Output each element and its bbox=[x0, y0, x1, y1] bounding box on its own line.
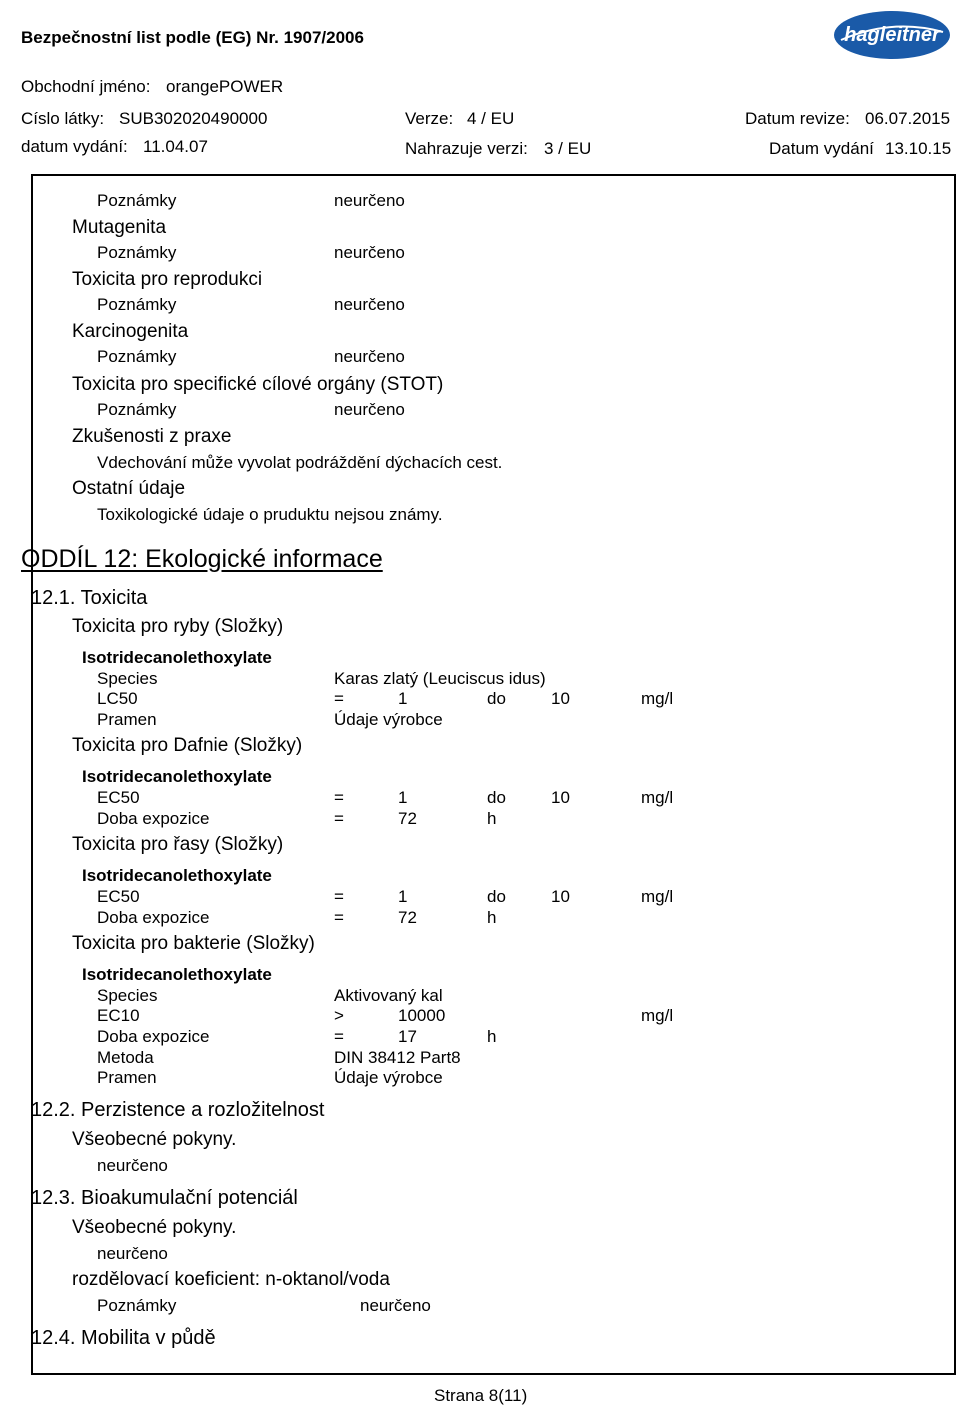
value-low: 1 bbox=[398, 689, 408, 708]
trade-name-label: Obchodní jméno: bbox=[21, 77, 151, 96]
note-value: neurčeno bbox=[334, 400, 405, 419]
note-value: neurčeno bbox=[334, 347, 405, 366]
species-value: Karas zlatý (Leuciscus idus) bbox=[334, 669, 546, 688]
note-label: Poznámky bbox=[97, 243, 177, 262]
subsection-12-3: 12.3. Bioakumulační potenciál bbox=[31, 1187, 298, 1209]
general-notes-value: neurčeno bbox=[97, 1244, 168, 1263]
other-text: Toxikologické údaje o pruduktu nejsou známy. bbox=[97, 505, 443, 524]
note-value: neurčeno bbox=[334, 191, 405, 210]
version-label: Verze: bbox=[405, 109, 454, 128]
document-title: Bezpečnostní list podle (EG) Nr. 1907/2006 bbox=[21, 28, 364, 47]
lc50-label: LC50 bbox=[97, 689, 138, 708]
operator: = bbox=[334, 689, 344, 708]
note-label: Poznámky bbox=[97, 347, 177, 366]
operator: = bbox=[334, 788, 344, 807]
note-label: Poznámky bbox=[97, 295, 177, 314]
ec50-label: EC50 bbox=[97, 887, 140, 906]
species-label: Species bbox=[97, 986, 158, 1005]
species-label: Species bbox=[97, 669, 158, 688]
subsection-12-2: 12.2. Perzistence a rozložitelnost bbox=[31, 1099, 325, 1121]
exposure-unit: h bbox=[487, 908, 497, 927]
exposure-label: Doba expozice bbox=[97, 908, 210, 927]
value-high: 10 bbox=[551, 689, 570, 708]
replaces-label: Nahrazuje verzi: bbox=[405, 139, 528, 158]
note-value: neurčeno bbox=[360, 1296, 431, 1315]
logo-text: hagleitner bbox=[844, 24, 940, 46]
value-low: 1 bbox=[398, 788, 408, 807]
heading-carcinogenicity: Karcinogenita bbox=[72, 321, 189, 342]
note-value: neurčeno bbox=[334, 295, 405, 314]
range-word: do bbox=[487, 689, 506, 708]
issue-date2-label: Datum vydání bbox=[769, 139, 874, 158]
version: 4 / EU bbox=[467, 109, 515, 128]
range-word: do bbox=[487, 788, 506, 807]
bacteria-toxicity-title: Toxicita pro bakterie (Složky) bbox=[72, 933, 315, 954]
issue-date-label: datum vydání: bbox=[21, 137, 128, 156]
algae-toxicity-title: Toxicita pro řasy (Složky) bbox=[72, 834, 284, 855]
subsection-12-1: 12.1. Toxicita bbox=[31, 587, 148, 609]
note-value: neurčeno bbox=[334, 243, 405, 262]
operator: > bbox=[334, 1006, 344, 1025]
heading-reproduction: Toxicita pro reprodukci bbox=[72, 269, 263, 290]
substance-no: SUB302020490000 bbox=[119, 109, 268, 128]
note-label: Poznámky bbox=[97, 1296, 177, 1315]
operator: = bbox=[334, 887, 344, 906]
unit: mg/l bbox=[641, 1006, 674, 1025]
unit: mg/l bbox=[641, 887, 674, 906]
range-word: do bbox=[487, 887, 506, 906]
heading-experience: Zkušenosti z praxe bbox=[72, 426, 232, 447]
experience-text: Vdechování může vyvolat podráždění dýchacích cest. bbox=[97, 453, 503, 472]
general-notes-value: neurčeno bbox=[97, 1156, 168, 1175]
note-label: Poznámky bbox=[97, 400, 177, 419]
exposure-value: 72 bbox=[398, 908, 417, 927]
issue-date2: 13.10.15 bbox=[885, 139, 952, 158]
operator: = bbox=[334, 1027, 344, 1046]
method-value: DIN 38412 Part8 bbox=[334, 1048, 461, 1067]
heading-stot: Toxicita pro specifické cílové orgány (STOT) bbox=[72, 374, 444, 395]
section-title: ODDÍL 12: Ekologické informace bbox=[21, 545, 383, 573]
source-value: Údaje výrobce bbox=[334, 710, 443, 729]
note-label: Poznámky bbox=[97, 191, 177, 210]
revision-date: 06.07.2015 bbox=[865, 109, 951, 128]
operator: = bbox=[334, 908, 344, 927]
exposure-unit: h bbox=[487, 809, 497, 828]
exposure-label: Doba expozice bbox=[97, 1027, 210, 1046]
value-high: 10 bbox=[551, 887, 570, 906]
general-notes-heading: Všeobecné pokyny. bbox=[72, 1217, 237, 1238]
exposure-value: 72 bbox=[398, 809, 417, 828]
component-name: Isotridecanolethoxylate bbox=[82, 866, 272, 885]
component-name: Isotridecanolethoxylate bbox=[82, 648, 272, 667]
exposure-unit: h bbox=[487, 1027, 497, 1046]
source-value: Údaje výrobce bbox=[334, 1068, 443, 1087]
operator: = bbox=[334, 809, 344, 828]
replaces: 3 / EU bbox=[544, 139, 592, 158]
unit: mg/l bbox=[641, 788, 674, 807]
value-low: 1 bbox=[398, 887, 408, 906]
page-number: Strana 8(11) bbox=[434, 1386, 528, 1405]
source-label: Pramen bbox=[97, 1068, 157, 1087]
species-value: Aktivovaný kal bbox=[334, 986, 443, 1005]
fish-toxicity-title: Toxicita pro ryby (Složky) bbox=[72, 616, 284, 637]
method-label: Metoda bbox=[97, 1048, 154, 1067]
partition-coefficient-heading: rozdělovací koeficient: n-oktanol/voda bbox=[72, 1269, 390, 1290]
ec10-label: EC10 bbox=[97, 1006, 140, 1025]
ec10-value: 10000 bbox=[398, 1006, 446, 1025]
daphnia-toxicity-title: Toxicita pro Dafnie (Složky) bbox=[72, 735, 303, 756]
component-name: Isotridecanolethoxylate bbox=[82, 965, 272, 984]
unit: mg/l bbox=[641, 689, 674, 708]
substance-no-label: Císlo látky: bbox=[21, 109, 105, 128]
ec50-label: EC50 bbox=[97, 788, 140, 807]
exposure-label: Doba expozice bbox=[97, 809, 210, 828]
hagleitner-logo bbox=[833, 10, 951, 60]
component-name: Isotridecanolethoxylate bbox=[82, 767, 272, 786]
issue-date: 11.04.07 bbox=[143, 137, 208, 156]
value-high: 10 bbox=[551, 788, 570, 807]
heading-mutagenicity: Mutagenita bbox=[72, 217, 167, 238]
subsection-12-4: 12.4. Mobilita v půdě bbox=[31, 1327, 216, 1349]
trade-name: orangePOWER bbox=[166, 77, 284, 96]
source-label: Pramen bbox=[97, 710, 157, 729]
heading-other: Ostatní údaje bbox=[72, 478, 186, 499]
general-notes-heading: Všeobecné pokyny. bbox=[72, 1129, 237, 1150]
revision-date-label: Datum revize: bbox=[745, 109, 850, 128]
exposure-value: 17 bbox=[398, 1027, 417, 1046]
